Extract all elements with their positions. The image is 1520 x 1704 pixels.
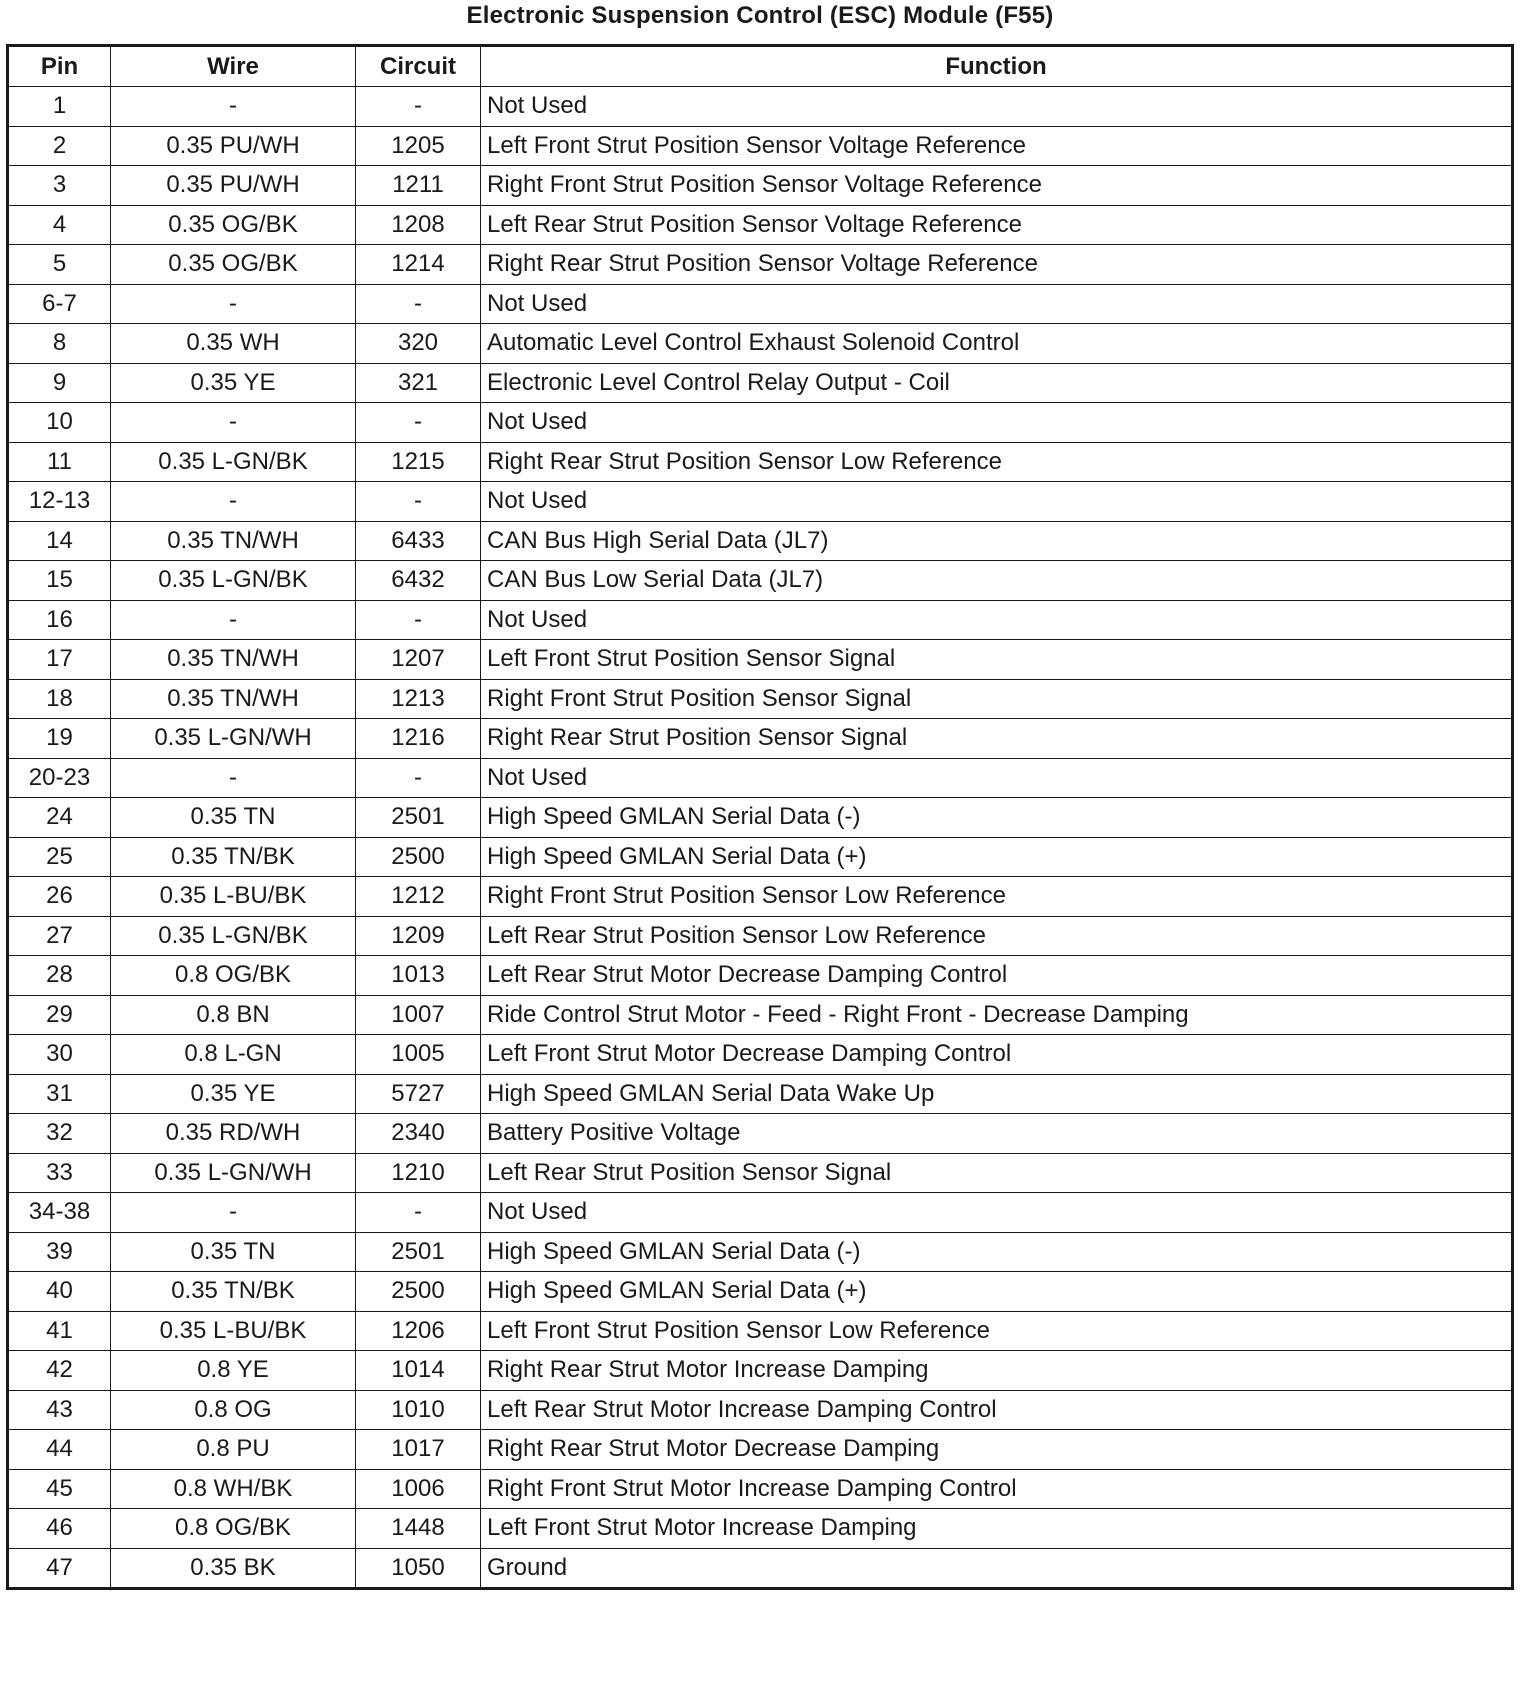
table-row [8, 837, 1513, 877]
function-cell: Left Rear Strut Position Sensor Signal [481, 1153, 1513, 1193]
wire-cell: 0.8 OG/BK [111, 956, 356, 996]
circuit-cell: 1448 [356, 1509, 481, 1549]
pin-cell: 18 [8, 679, 111, 719]
circuit-cell: 1005 [356, 1035, 481, 1075]
circuit-cell: 1207 [356, 640, 481, 680]
function-cell: Automatic Level Control Exhaust Solenoid Control [481, 324, 1513, 364]
column-header-wire: Wire [111, 46, 356, 87]
wire-cell: 0.8 WH/BK [111, 1469, 356, 1509]
wire-cell: 0.8 OG/BK [111, 1509, 356, 1549]
circuit-cell: 1212 [356, 877, 481, 917]
circuit-cell: 2501 [356, 1232, 481, 1272]
circuit-cell: 1014 [356, 1351, 481, 1391]
wire-cell: 0.35 TN/BK [111, 1272, 356, 1312]
table-row [8, 1430, 1513, 1470]
table-row [8, 521, 1513, 561]
function-cell: Not Used [481, 403, 1513, 443]
circuit-cell: 1206 [356, 1311, 481, 1351]
pin-cell: 25 [8, 837, 111, 877]
table-row [8, 363, 1513, 403]
pin-cell: 9 [8, 363, 111, 403]
function-cell: Right Front Strut Motor Increase Damping Control [481, 1469, 1513, 1509]
function-cell: Left Front Strut Position Sensor Low Reference [481, 1311, 1513, 1351]
function-cell: High Speed GMLAN Serial Data Wake Up [481, 1074, 1513, 1114]
wire-cell: - [111, 284, 356, 324]
connector-pinout-table [6, 44, 1514, 1590]
pin-cell: 16 [8, 600, 111, 640]
table-row [8, 1351, 1513, 1391]
function-cell: Electronic Level Control Relay Output - Coil [481, 363, 1513, 403]
function-cell: Not Used [481, 1193, 1513, 1233]
table-row [8, 600, 1513, 640]
wire-cell: 0.35 WH [111, 324, 356, 364]
function-cell: Not Used [481, 600, 1513, 640]
wire-cell: 0.35 TN/WH [111, 640, 356, 680]
function-cell: Right Front Strut Position Sensor Voltage Reference [481, 166, 1513, 206]
pin-cell: 15 [8, 561, 111, 601]
table-row [8, 995, 1513, 1035]
pin-cell: 26 [8, 877, 111, 917]
wire-cell: 0.35 TN/BK [111, 837, 356, 877]
wire-cell: 0.8 OG [111, 1390, 356, 1430]
circuit-cell: 6432 [356, 561, 481, 601]
function-cell: CAN Bus Low Serial Data (JL7) [481, 561, 1513, 601]
pin-cell: 27 [8, 916, 111, 956]
wire-cell: 0.35 YE [111, 363, 356, 403]
wire-cell: 0.35 BK [111, 1548, 356, 1589]
wire-cell: 0.8 BN [111, 995, 356, 1035]
table-row [8, 1232, 1513, 1272]
pin-cell: 6-7 [8, 284, 111, 324]
wire-cell: - [111, 758, 356, 798]
pin-cell: 44 [8, 1430, 111, 1470]
column-header-function: Function [481, 46, 1513, 87]
wire-cell: 0.35 TN [111, 1232, 356, 1272]
circuit-cell: 1211 [356, 166, 481, 206]
function-cell: Not Used [481, 284, 1513, 324]
circuit-cell: - [356, 1193, 481, 1233]
circuit-cell: 1209 [356, 916, 481, 956]
pin-cell: 5 [8, 245, 111, 285]
wire-cell: 0.35 L-GN/BK [111, 916, 356, 956]
wire-cell: 0.35 TN [111, 798, 356, 838]
function-cell: Left Front Strut Motor Increase Damping [481, 1509, 1513, 1549]
circuit-cell: - [356, 600, 481, 640]
circuit-cell: 1050 [356, 1548, 481, 1589]
table-row [8, 1469, 1513, 1509]
circuit-cell: 1208 [356, 205, 481, 245]
wire-cell: 0.35 OG/BK [111, 245, 356, 285]
table-row [8, 1390, 1513, 1430]
circuit-cell: 1013 [356, 956, 481, 996]
function-cell: Left Front Strut Position Sensor Voltage Reference [481, 126, 1513, 166]
function-cell: Right Front Strut Position Sensor Low Reference [481, 877, 1513, 917]
pin-cell: 45 [8, 1469, 111, 1509]
function-cell: Right Front Strut Position Sensor Signal [481, 679, 1513, 719]
wire-cell: 0.35 L-GN/BK [111, 561, 356, 601]
function-cell: High Speed GMLAN Serial Data (-) [481, 798, 1513, 838]
pin-cell: 39 [8, 1232, 111, 1272]
header-row [8, 46, 1513, 87]
pin-cell: 34-38 [8, 1193, 111, 1233]
table-row [8, 482, 1513, 522]
pin-cell: 42 [8, 1351, 111, 1391]
wire-cell: - [111, 403, 356, 443]
table-row [8, 1074, 1513, 1114]
table-row [8, 126, 1513, 166]
table-row [8, 87, 1513, 127]
wire-cell: 0.35 OG/BK [111, 205, 356, 245]
function-cell: Not Used [481, 758, 1513, 798]
wire-cell: 0.35 TN/WH [111, 521, 356, 561]
wire-cell: - [111, 482, 356, 522]
pin-cell: 11 [8, 442, 111, 482]
function-cell: Right Rear Strut Position Sensor Signal [481, 719, 1513, 759]
wire-cell: 0.8 L-GN [111, 1035, 356, 1075]
function-cell: High Speed GMLAN Serial Data (+) [481, 837, 1513, 877]
circuit-cell: 1210 [356, 1153, 481, 1193]
table-row [8, 284, 1513, 324]
circuit-cell: 1006 [356, 1469, 481, 1509]
function-cell: Right Rear Strut Motor Decrease Damping [481, 1430, 1513, 1470]
circuit-cell: 5727 [356, 1074, 481, 1114]
table-row [8, 758, 1513, 798]
pin-cell: 8 [8, 324, 111, 364]
pin-cell: 32 [8, 1114, 111, 1154]
function-cell: Left Front Strut Position Sensor Signal [481, 640, 1513, 680]
circuit-cell: 2500 [356, 1272, 481, 1312]
function-cell: Not Used [481, 482, 1513, 522]
circuit-cell: 1010 [356, 1390, 481, 1430]
circuit-cell: 321 [356, 363, 481, 403]
pin-cell: 14 [8, 521, 111, 561]
circuit-cell: 1214 [356, 245, 481, 285]
function-cell: Not Used [481, 87, 1513, 127]
circuit-cell: 1007 [356, 995, 481, 1035]
pin-cell: 40 [8, 1272, 111, 1312]
pin-cell: 29 [8, 995, 111, 1035]
table-row [8, 1035, 1513, 1075]
table-row [8, 679, 1513, 719]
table-row [8, 956, 1513, 996]
circuit-cell: - [356, 87, 481, 127]
function-cell: Right Rear Strut Position Sensor Low Reference [481, 442, 1513, 482]
function-cell: CAN Bus High Serial Data (JL7) [481, 521, 1513, 561]
pin-cell: 3 [8, 166, 111, 206]
function-cell: Left Front Strut Motor Decrease Damping Control [481, 1035, 1513, 1075]
pin-cell: 19 [8, 719, 111, 759]
circuit-cell: 2340 [356, 1114, 481, 1154]
table-row [8, 916, 1513, 956]
pin-cell: 24 [8, 798, 111, 838]
circuit-cell: 1215 [356, 442, 481, 482]
wire-cell: 0.35 PU/WH [111, 126, 356, 166]
table-row [8, 442, 1513, 482]
table-row [8, 166, 1513, 206]
circuit-cell: - [356, 403, 481, 443]
table-row [8, 245, 1513, 285]
column-header-circuit: Circuit [356, 46, 481, 87]
table-row [8, 205, 1513, 245]
wire-cell: 0.35 RD/WH [111, 1114, 356, 1154]
circuit-cell: 1213 [356, 679, 481, 719]
pin-cell: 1 [8, 87, 111, 127]
wire-cell: 0.35 PU/WH [111, 166, 356, 206]
table-row [8, 1548, 1513, 1589]
wire-cell: 0.8 YE [111, 1351, 356, 1391]
pin-cell: 41 [8, 1311, 111, 1351]
circuit-cell: 1216 [356, 719, 481, 759]
function-cell: Left Rear Strut Motor Decrease Damping Control [481, 956, 1513, 996]
circuit-cell: - [356, 758, 481, 798]
table-row [8, 1114, 1513, 1154]
wire-cell: - [111, 87, 356, 127]
circuit-cell: 2501 [356, 798, 481, 838]
pin-cell: 17 [8, 640, 111, 680]
table-row [8, 1272, 1513, 1312]
function-cell: Left Rear Strut Position Sensor Voltage Reference [481, 205, 1513, 245]
table-body [8, 87, 1513, 1589]
function-cell: Ground [481, 1548, 1513, 1589]
wire-cell: 0.8 PU [111, 1430, 356, 1470]
table-row [8, 798, 1513, 838]
table-row [8, 1311, 1513, 1351]
pin-cell: 10 [8, 403, 111, 443]
function-cell: Left Rear Strut Motor Increase Damping Control [481, 1390, 1513, 1430]
function-cell: Right Rear Strut Position Sensor Voltage Reference [481, 245, 1513, 285]
circuit-cell: 1017 [356, 1430, 481, 1470]
wire-cell: 0.35 L-BU/BK [111, 1311, 356, 1351]
wire-cell: 0.35 L-GN/WH [111, 719, 356, 759]
circuit-cell: 1205 [356, 126, 481, 166]
pin-cell: 20-23 [8, 758, 111, 798]
wire-cell: 0.35 L-GN/BK [111, 442, 356, 482]
pin-cell: 46 [8, 1509, 111, 1549]
pin-cell: 43 [8, 1390, 111, 1430]
function-cell: Left Rear Strut Position Sensor Low Reference [481, 916, 1513, 956]
table-row [8, 1193, 1513, 1233]
wire-cell: 0.35 L-GN/WH [111, 1153, 356, 1193]
column-header-pin: Pin [8, 46, 111, 87]
table-row [8, 1153, 1513, 1193]
pin-cell: 31 [8, 1074, 111, 1114]
wire-cell: - [111, 1193, 356, 1233]
circuit-cell: - [356, 482, 481, 522]
wire-cell: 0.35 YE [111, 1074, 356, 1114]
pin-cell: 47 [8, 1548, 111, 1589]
table-row [8, 877, 1513, 917]
pin-cell: 33 [8, 1153, 111, 1193]
table-row [8, 561, 1513, 601]
circuit-cell: - [356, 284, 481, 324]
pin-cell: 12-13 [8, 482, 111, 522]
wire-cell: 0.35 L-BU/BK [111, 877, 356, 917]
page-title: Electronic Suspension Control (ESC) Module (F55) [466, 2, 1054, 29]
function-cell: Battery Positive Voltage [481, 1114, 1513, 1154]
table-row [8, 1509, 1513, 1549]
table-row [8, 640, 1513, 680]
table-header [8, 46, 1513, 87]
table-row [8, 719, 1513, 759]
wire-cell: 0.35 TN/WH [111, 679, 356, 719]
pin-cell: 2 [8, 126, 111, 166]
function-cell: Right Rear Strut Motor Increase Damping [481, 1351, 1513, 1391]
pin-cell: 30 [8, 1035, 111, 1075]
table-row [8, 403, 1513, 443]
pin-cell: 28 [8, 956, 111, 996]
pin-cell: 4 [8, 205, 111, 245]
function-cell: High Speed GMLAN Serial Data (-) [481, 1232, 1513, 1272]
function-cell: High Speed GMLAN Serial Data (+) [481, 1272, 1513, 1312]
circuit-cell: 2500 [356, 837, 481, 877]
circuit-cell: 6433 [356, 521, 481, 561]
table-row [8, 324, 1513, 364]
circuit-cell: 320 [356, 324, 481, 364]
function-cell: Ride Control Strut Motor - Feed - Right Front - Decrease Damping [481, 995, 1513, 1035]
wire-cell: - [111, 600, 356, 640]
